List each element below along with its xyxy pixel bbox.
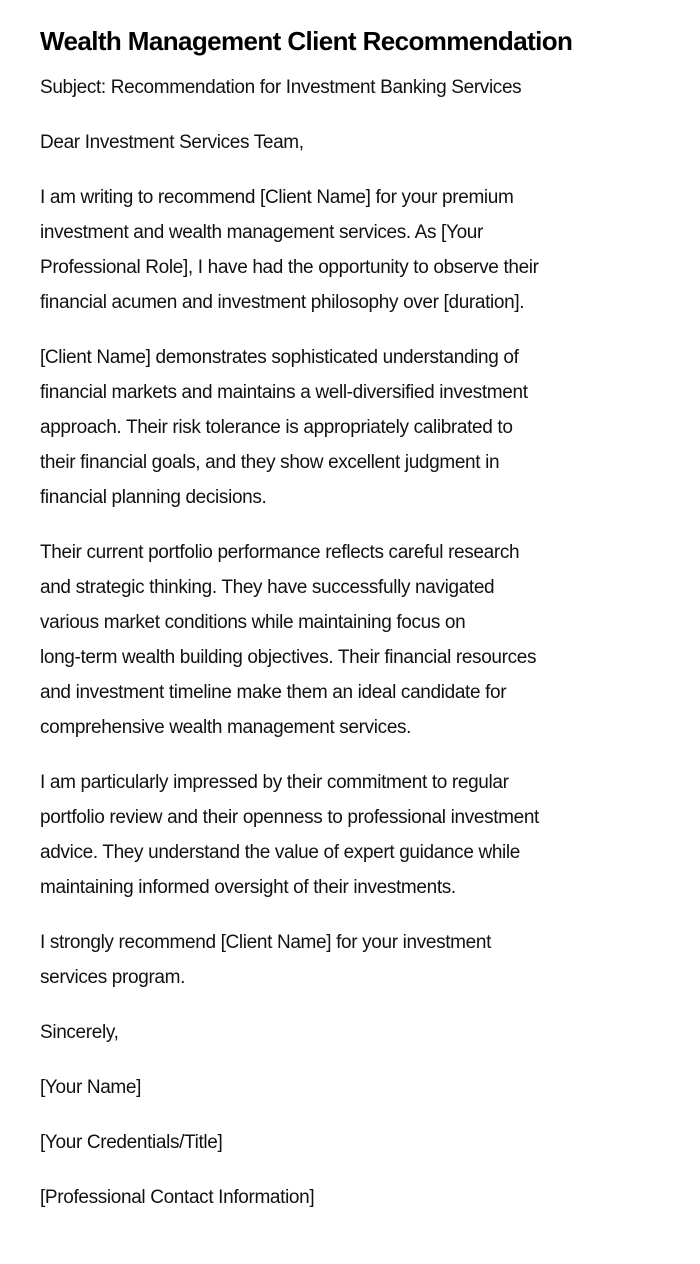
paragraph-line: Their current portfolio performance reflects careful research bbox=[40, 542, 520, 563]
paragraph-line: various market conditions while maintaining focus on bbox=[40, 612, 466, 633]
paragraph-line: and strategic thinking. They have successfully navigated bbox=[40, 577, 495, 598]
paragraph-line: and investment timeline make them an ideal candidate for bbox=[40, 682, 507, 703]
body-paragraph-3 bbox=[40, 535, 660, 745]
paragraph-line: investment and wealth management services. As [Your bbox=[40, 222, 483, 243]
closing: Sincerely, bbox=[40, 1022, 119, 1043]
paragraph-line: financial planning decisions. bbox=[40, 487, 267, 508]
paragraph-line: Professional Role], I have had the opportunity to observe their bbox=[40, 257, 539, 278]
salutation: Dear Investment Services Team, bbox=[40, 132, 304, 153]
signature-contact: [Professional Contact Information] bbox=[40, 1187, 315, 1208]
body-paragraph-1 bbox=[40, 180, 660, 320]
paragraph-line: portfolio review and their openness to professional investment bbox=[40, 807, 539, 828]
paragraph-line: I am writing to recommend [Client Name] for your premium bbox=[40, 187, 514, 208]
paragraph-line: approach. Their risk tolerance is appropriately calibrated to bbox=[40, 417, 513, 438]
body-paragraph-2 bbox=[40, 340, 660, 515]
paragraph-line: I strongly recommend [Client Name] for your investment bbox=[40, 932, 491, 953]
subject-line: Subject: Recommendation for Investment Banking Services bbox=[40, 77, 522, 98]
signature-name: [Your Name] bbox=[40, 1077, 142, 1098]
paragraph-line: [Client Name] demonstrates sophisticated understanding of bbox=[40, 347, 519, 368]
paragraph-line: services program. bbox=[40, 967, 186, 988]
body-paragraph-5 bbox=[40, 925, 660, 995]
paragraph-line: maintaining informed oversight of their investments. bbox=[40, 877, 456, 898]
signature-credentials: [Your Credentials/Title] bbox=[40, 1132, 223, 1153]
paragraph-line: financial markets and maintains a well-diversified investment bbox=[40, 382, 528, 403]
paragraph-line: their financial goals, and they show excellent judgment in bbox=[40, 452, 500, 473]
paragraph-line: financial acumen and investment philosophy over [duration]. bbox=[40, 292, 525, 313]
paragraph-line: comprehensive wealth management services. bbox=[40, 717, 412, 738]
body-paragraph-4 bbox=[40, 765, 660, 905]
paragraph-line: long-term wealth building objectives. Their financial resources bbox=[40, 647, 537, 668]
document-title: Wealth Management Client Recommendation bbox=[40, 26, 573, 56]
paragraph-line: I am particularly impressed by their commitment to regular bbox=[40, 772, 509, 793]
paragraph-line: advice. They understand the value of expert guidance while bbox=[40, 842, 521, 863]
